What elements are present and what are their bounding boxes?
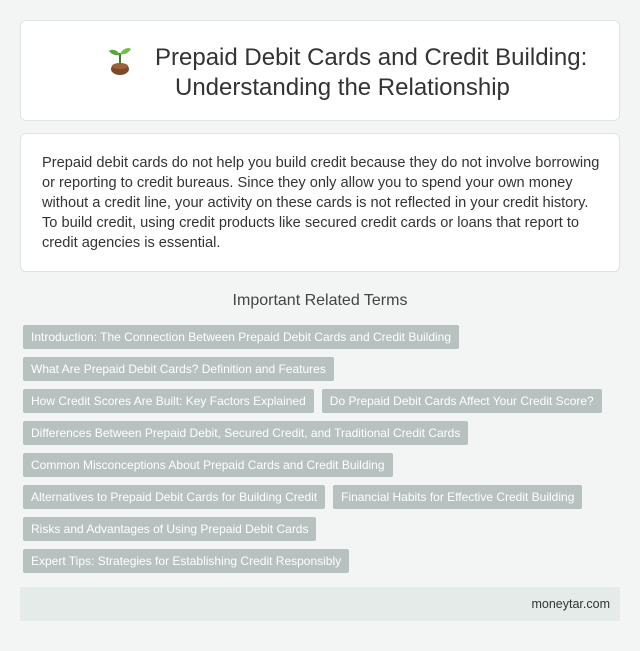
term-link[interactable]: Do Prepaid Debit Cards Affect Your Credit Score? bbox=[322, 389, 602, 413]
term-row bbox=[23, 549, 623, 573]
page-title bbox=[107, 43, 607, 103]
term-link[interactable]: Differences Between Prepaid Debit, Secured Credit, and Traditional Credit Cards bbox=[23, 421, 468, 445]
term-row bbox=[23, 485, 623, 509]
term-row bbox=[23, 421, 623, 445]
term-row bbox=[23, 357, 623, 381]
term-link[interactable]: How Credit Scores Are Built: Key Factors Explained bbox=[23, 389, 314, 413]
footer bbox=[20, 587, 620, 621]
term-row bbox=[23, 389, 623, 413]
term-link[interactable]: Common Misconceptions About Prepaid Cards and Credit Building bbox=[23, 453, 393, 477]
term-row bbox=[23, 325, 623, 349]
footer-site-link[interactable]: moneytar.com bbox=[531, 597, 610, 611]
title-line-2: Understanding the Relationship bbox=[175, 74, 510, 101]
term-row bbox=[23, 453, 623, 477]
term-link[interactable]: Financial Habits for Effective Credit Building bbox=[333, 485, 582, 509]
related-terms-heading: Important Related Terms bbox=[232, 292, 408, 309]
summary-text: Prepaid debit cards do not help you build credit because they do not involve borrowing or reporting to credit bureaus. Since they only allow you to spend your own money without a credit line, your activity on these cards is not reflected in your credit history. To build credit, using credit products like secured credit cards or loans that report to credit agencies is essential. bbox=[42, 155, 600, 251]
term-link[interactable]: Alternatives to Prepaid Debit Cards for Building Credit bbox=[23, 485, 325, 509]
term-link[interactable]: Introduction: The Connection Between Prepaid Debit Cards and Credit Building bbox=[23, 325, 459, 349]
term-row bbox=[23, 517, 623, 541]
term-link[interactable]: Expert Tips: Strategies for Establishing Credit Responsibly bbox=[23, 549, 349, 573]
term-link[interactable]: What Are Prepaid Debit Cards? Definition and Features bbox=[23, 357, 334, 381]
related-terms-list bbox=[23, 325, 623, 581]
term-link[interactable]: Risks and Advantages of Using Prepaid Debit Cards bbox=[23, 517, 316, 541]
summary-card bbox=[20, 133, 620, 272]
title-line-1: Prepaid Debit Cards and Credit Building: bbox=[155, 44, 588, 71]
title-card bbox=[20, 20, 620, 121]
